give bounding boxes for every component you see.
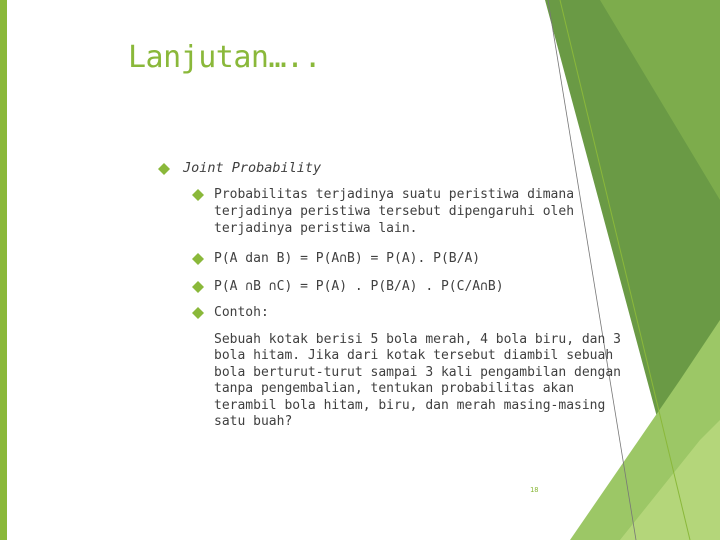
diamond-bullet-icon [192, 253, 204, 265]
example-paragraph: Sebuah kotak berisi 5 bola merah, 4 bola biru, dan 3 bola hitam. Jika dari kotak tersebut diambil sebuah bola berturut-turut sampai 3 kali pengambilan dengan tanpa pengembalian, tentukan probabilitas akan terambil bola hitam, biru, dan merah masing-masing satu buah? [214, 332, 621, 430]
sub-bullet-text: Probabilitas terjadinya suatu peristiwa dimana terjadinya peristiwa tersebut dipengaruhi oleh terjadinya peristiwa lain. [214, 187, 575, 236]
sub-bullet-text: P(A dan B) = P(A∩B) = P(A). P(B/A) [214, 251, 481, 266]
diamond-bullet-icon [158, 163, 170, 175]
sub-bullet-formula-2 [192, 250, 614, 267]
left-accent-stripe [0, 0, 7, 540]
page-number: 18 [530, 486, 539, 494]
sub-bullet-text: P(A ∩B ∩C) = P(A) . P(B/A) . P(C/A∩B) [214, 279, 504, 294]
sub-bullet-definition [192, 186, 614, 237]
bullet-joint-probability [158, 160, 321, 176]
bullet-text: Joint Probability [183, 160, 322, 176]
sub-bullet-text: Contoh: [214, 305, 269, 320]
sub-bullet-contoh [192, 304, 614, 321]
diamond-bullet-icon [192, 281, 204, 293]
slide-title: Lanjutan….. [128, 40, 322, 75]
sub-bullet-formula-3 [192, 278, 614, 295]
diamond-bullet-icon [192, 307, 204, 319]
diamond-bullet-icon [192, 189, 204, 201]
